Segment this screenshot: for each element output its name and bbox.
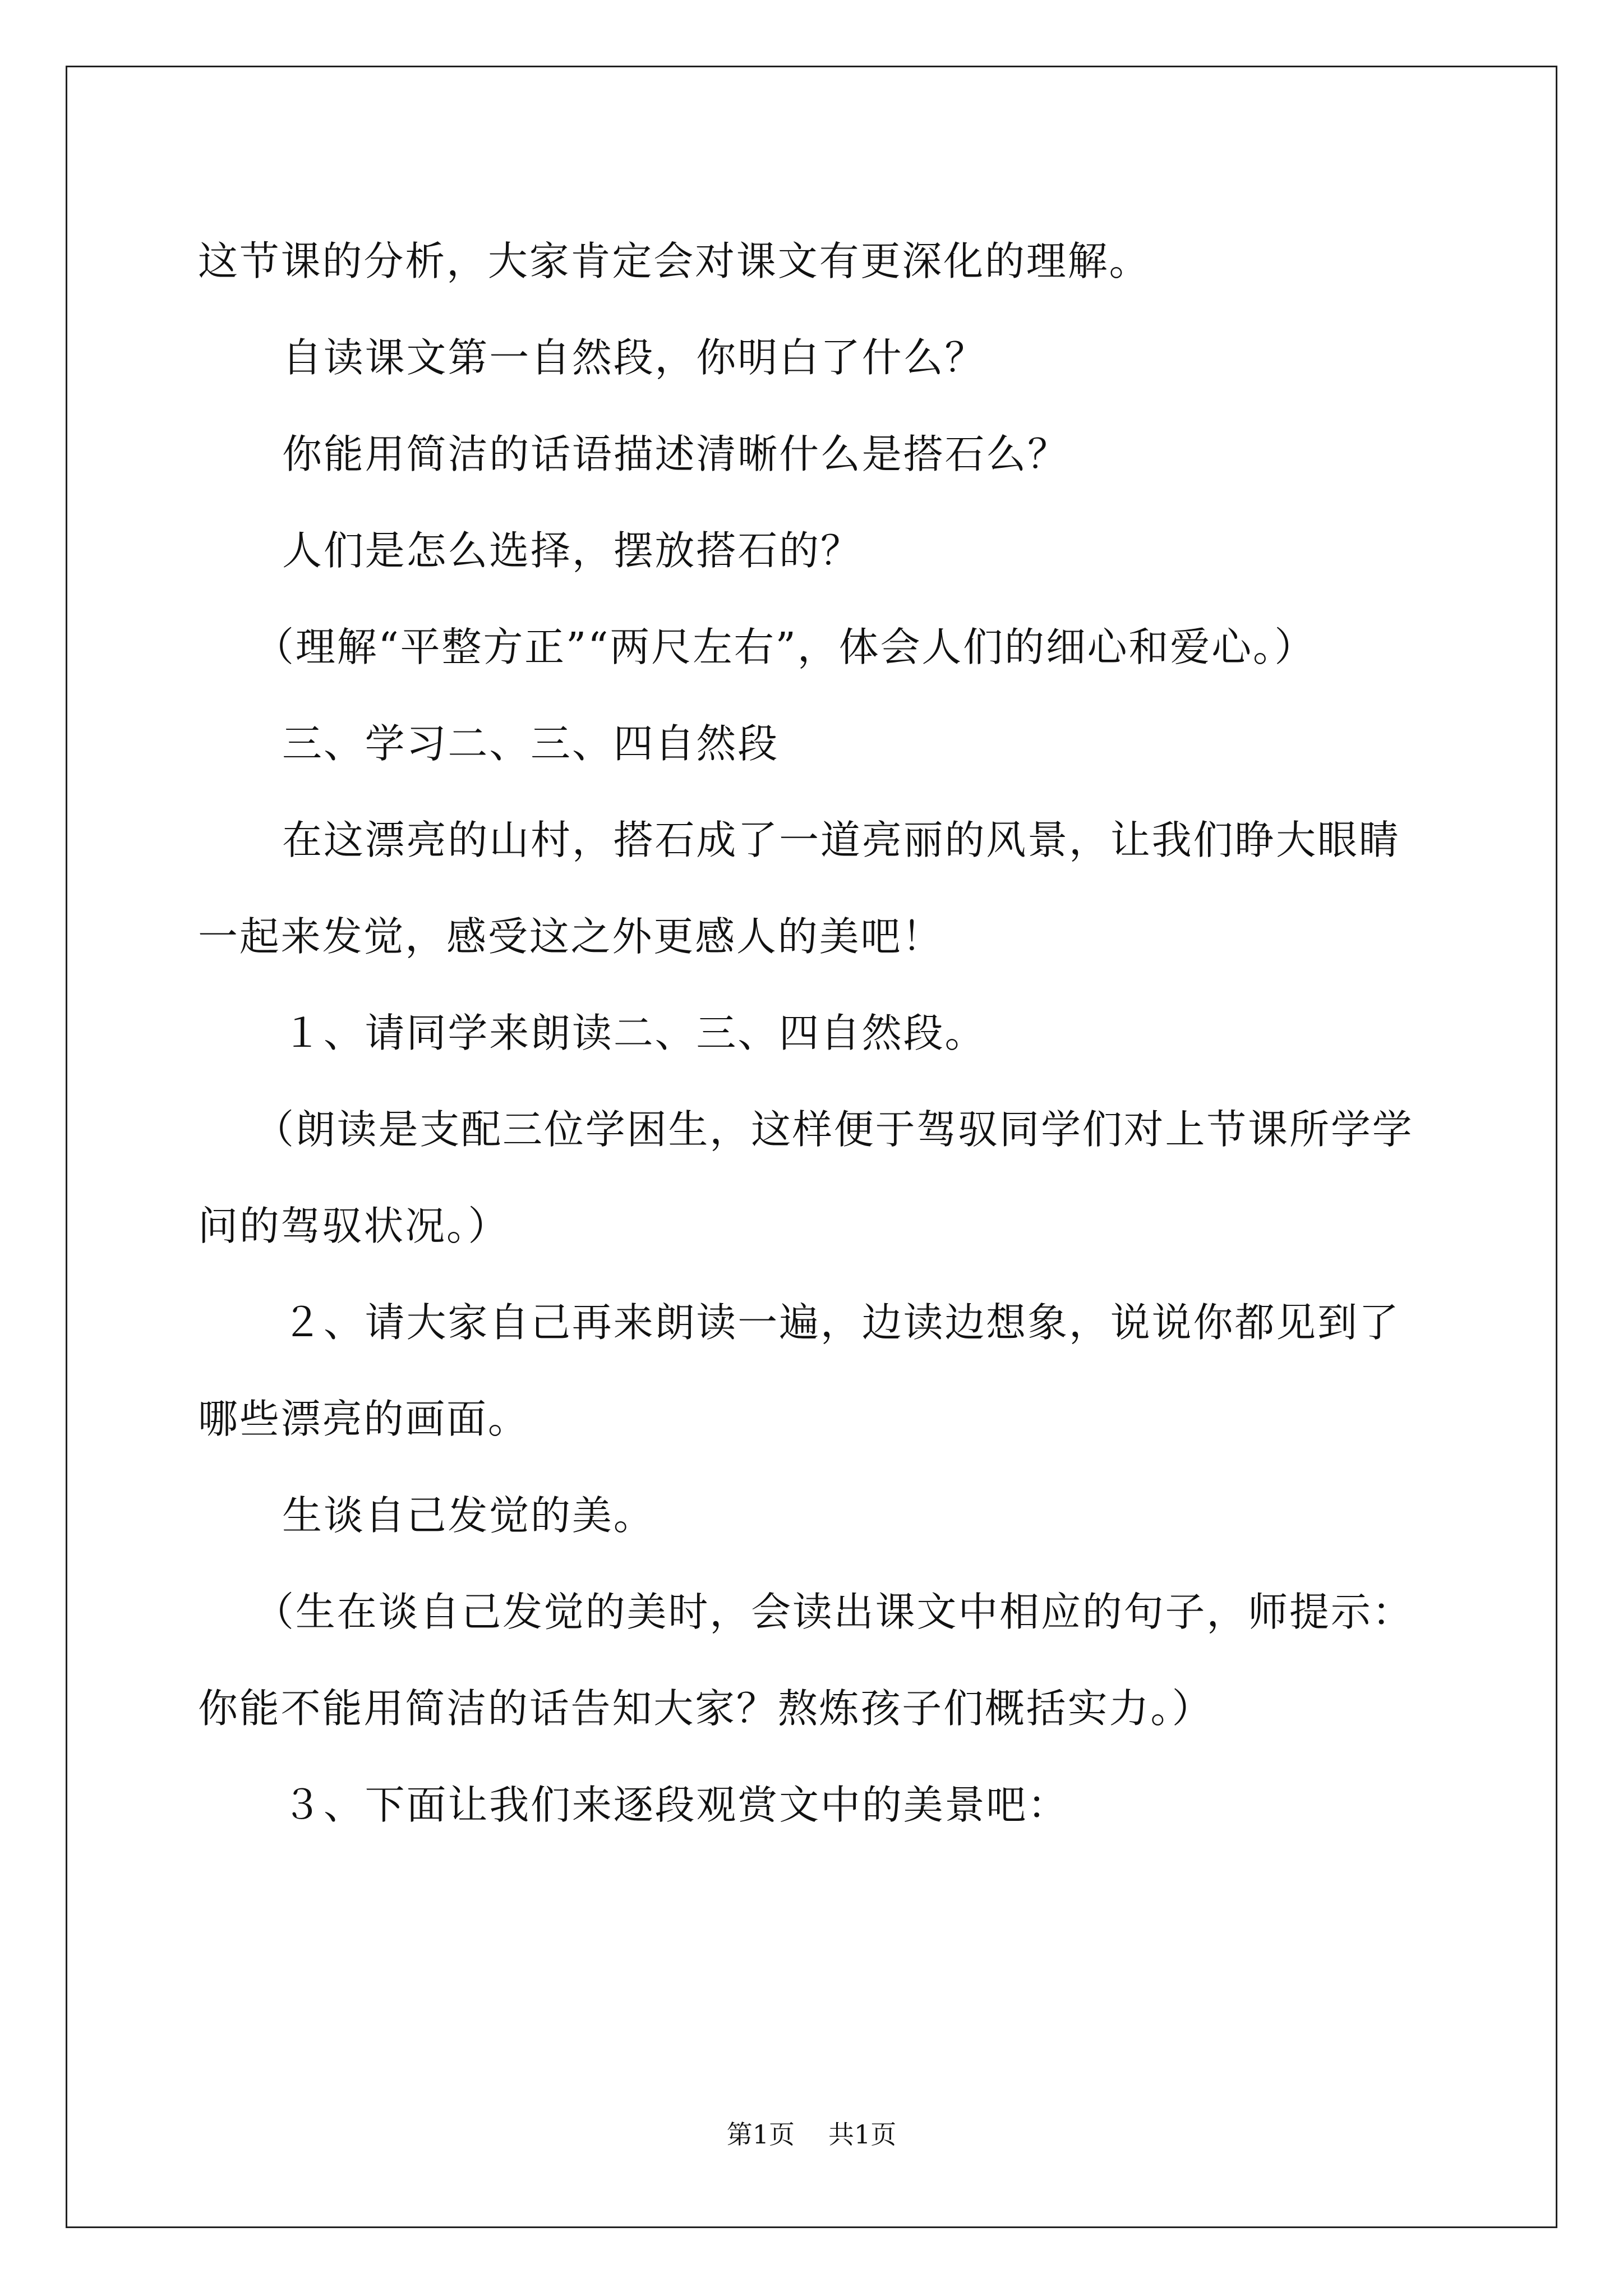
page-number: 第1页 (726, 2119, 795, 2150)
paragraph-4: 人们是怎么选择，摆放搭石的？ (282, 527, 862, 574)
paragraph-12: （生在谈自己发觉的美时，会读出课文中相应的句子，师提示：你能不能用简洁的话告知大家？熬炼孩子们概括实力。） (198, 1589, 1414, 1732)
page-footer (0, 2118, 1623, 2151)
section-heading: 三、学习二、三、四自然段 (282, 720, 780, 767)
page-total: 共1页 (828, 2119, 897, 2150)
paragraph-5: （理解“平整方正”“两尺左右”，体会人们的细心和爱心。） (254, 624, 1316, 670)
paragraph-11: 生谈自己发觉的美。 (282, 1492, 655, 1539)
document-body (198, 213, 1432, 1853)
paragraph-1: 这节课的分析，大家肯定会对课文有更深化的理解。 (198, 238, 1151, 284)
paragraph-8: １、请同学来朗读二、三、四自然段。 (282, 1010, 986, 1056)
paragraph-2: 自读课文第一自然段，你明白了什么？ (282, 334, 986, 381)
paragraph-9: （朗读是支配三位学困生，这样便于驾驭同学们对上节课所学学问的驾驭状况。） (198, 1106, 1414, 1249)
paragraph-10: ２、请大家自己再来朗读一遍，边读边想象，说说你都见到了哪些漂亮的画面。 (198, 1299, 1400, 1442)
paragraph-13: ３、下面让我们来逐段观赏文中的美景吧： (282, 1782, 1069, 1828)
paragraph-7: 在这漂亮的山村，搭石成了一道亮丽的风景，让我们睁大眼睛一起来发觉，感受这之外更感人的美吧！ (198, 817, 1400, 960)
paragraph-3: 你能用简洁的话语描述清晰什么是搭石么？ (282, 431, 1069, 477)
